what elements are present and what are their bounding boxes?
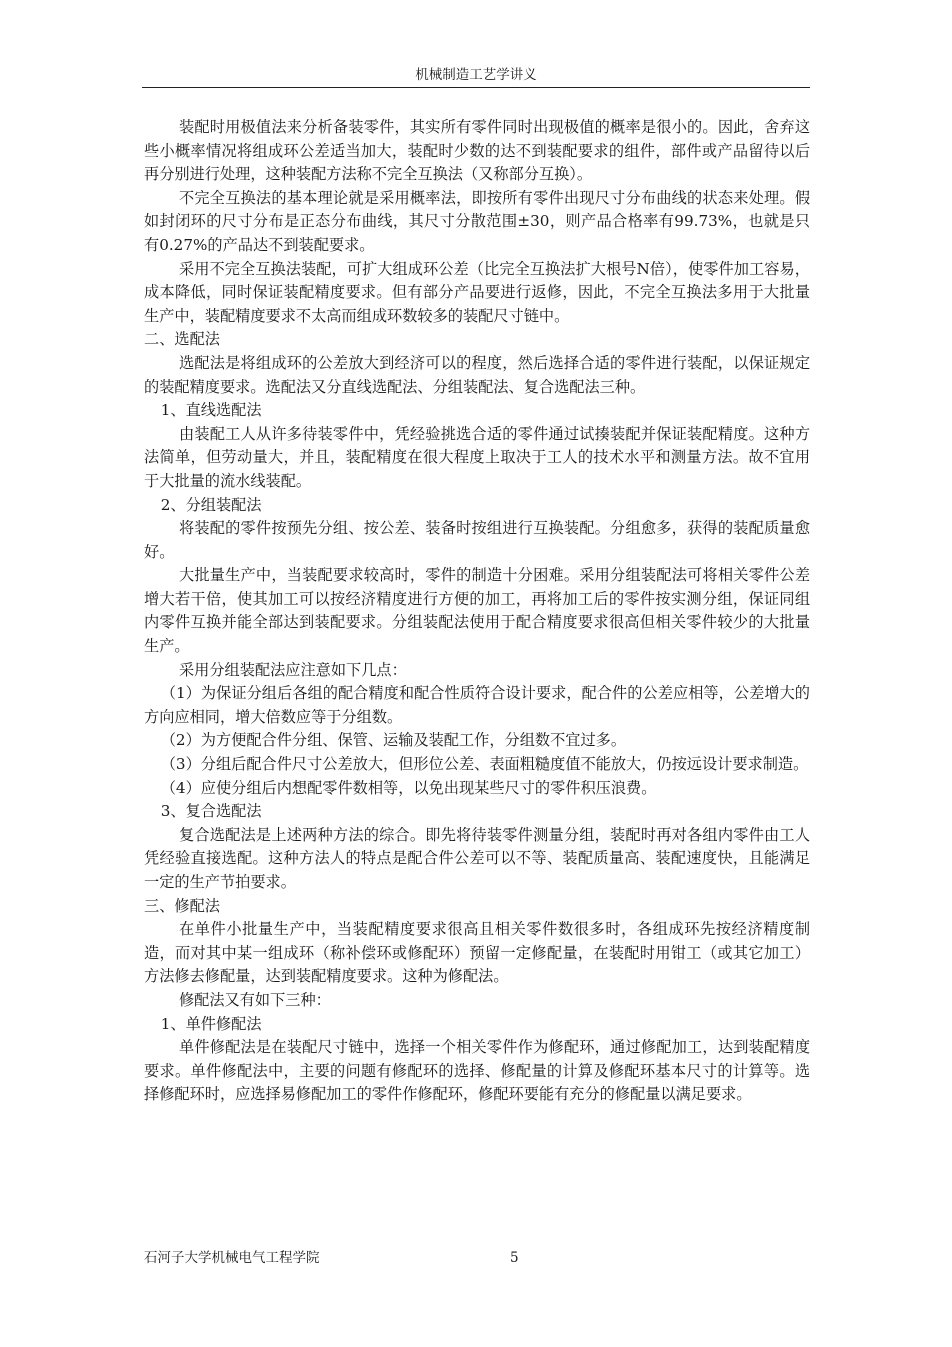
paragraph: 选配法是将组成环的公差放大到经济可以的程度，然后选择合适的零件进行装配，以保证规定的装配精度要求。选配法又分直线选配法、分组装配法、复合选配法三种。 bbox=[144, 353, 810, 396]
page-number: 5 bbox=[510, 1250, 519, 1266]
paragraph: 采用分组装配法应注意如下几点： bbox=[178, 660, 407, 679]
paragraph: 装配时用极值法来分析备装零件，其实所有零件同时出现极值的概率是很小的。因此，舍弃这些小概率情况将组成环公差适当加大，装配时少数的达不到装配要求的组件，部件或产品留待以后再分别进行处理，这种装配方法称不完全互换法（又称部分互换）。 bbox=[144, 118, 810, 184]
paragraph: 采用不完全互换法装配，可扩大组成环公差（比完全互换法扩大根号N倍），使零件加工容易，成本降低，同时保证装配精度要求。但有部分产品要进行返修，因此，不完全互换法多用于大批量生产中，装配精度要求不太高而组成环数较多的装配尺寸链中。 bbox=[144, 259, 810, 325]
subsection-heading: 1、单件修配法 bbox=[160, 1014, 262, 1033]
paragraph: 在单件小批量生产中，当装配精度要求很高且相关零件数很多时，各组成环先按经济精度制造，而对其中某一组成环（称补偿环或修配环）预留一定修配量，在装配时用钳工（或其它加工）方法修去修配量，达到装配精度要求。这种为修配法。 bbox=[144, 920, 810, 986]
header-rule bbox=[142, 87, 810, 88]
paragraph: 修配法又有如下三种： bbox=[178, 990, 331, 1009]
paragraph: 复合选配法是上述两种方法的综合。即先将待装零件测量分组，装配时再对各组内零件由工人凭经验直接选配。这种方法人的特点是配合件公差可以不等、装配质量高、装配速度快，且能满足一定的生产节拍要求。 bbox=[144, 825, 810, 891]
header-title: 机械制造工艺学讲义 bbox=[415, 67, 537, 83]
subsection-heading: 2、分组装配法 bbox=[160, 495, 262, 514]
subsection-heading: 3、复合选配法 bbox=[160, 802, 262, 821]
list-item: （4）应使分组后内想配零件数相等，以免出现某些尺寸的零件积压浪费。 bbox=[160, 778, 657, 797]
paragraph: 由装配工人从许多待装零件中，凭经验挑选合适的零件通过试揍装配并保证装配精度。这种方法简单，但劳动量大，并且，装配精度在很大程度上取决于工人的技术水平和测量方法。故不宜用于大批量的流水线装配。 bbox=[144, 424, 810, 490]
body-text bbox=[144, 116, 810, 1107]
paragraph: 大批量生产中，当装配要求较高时，零件的制造十分困难。采用分组装配法可将相关零件公差增大若干倍，使其加工可以按经济精度进行方便的加工，再将加工后的零件按实测分组，保证同组内零件互换并能全部达到装配要求。分组装配法使用于配合精度要求很高但相关零件较少的大批量生产。 bbox=[144, 566, 810, 656]
list-item: （3）分组后配合件尺寸公差放大，但形位公差、表面粗糙度值不能放大，仍按远设计要求制造。 bbox=[160, 755, 809, 774]
footer-institution: 石河子大学机械电气工程学院 bbox=[144, 1250, 320, 1266]
section-heading: 三、修配法 bbox=[144, 896, 220, 915]
paragraph: 将装配的零件按预先分组、按公差、装备时按组进行互换装配。分组愈多，获得的装配质量愈好。 bbox=[144, 519, 810, 561]
section-heading: 二、选配法 bbox=[144, 330, 220, 349]
paragraph: 不完全互换法的基本理论就是采用概率法，即按所有零件出现尺寸分布曲线的状态来处理。假如封闭环的尺寸分布是正态分布曲线，其尺寸分散范围±30，则产品合格率有99.73%，也就是只有0.27%的产品达不到装配要求。 bbox=[144, 188, 810, 254]
list-item: （2）为方便配合件分组、保管、运输及装配工作，分组数不宜过多。 bbox=[160, 731, 627, 750]
list-item: （1）为保证分组后各组的配合精度和配合性质符合设计要求，配合件的公差应相等，公差增大的方向应相同，增大倍数应等于分组数。 bbox=[144, 684, 810, 726]
subsection-heading: 1、直线选配法 bbox=[160, 401, 262, 420]
paragraph: 单件修配法是在装配尺寸链中，选择一个相关零件作为修配环，通过修配加工，达到装配精度要求。单件修配法中，主要的问题有修配环的选择、修配量的计算及修配环基本尺寸的计算等。选择修配环时，应选择易修配加工的零件作修配环，修配环要能有充分的修配量以满足要求。 bbox=[144, 1038, 810, 1104]
